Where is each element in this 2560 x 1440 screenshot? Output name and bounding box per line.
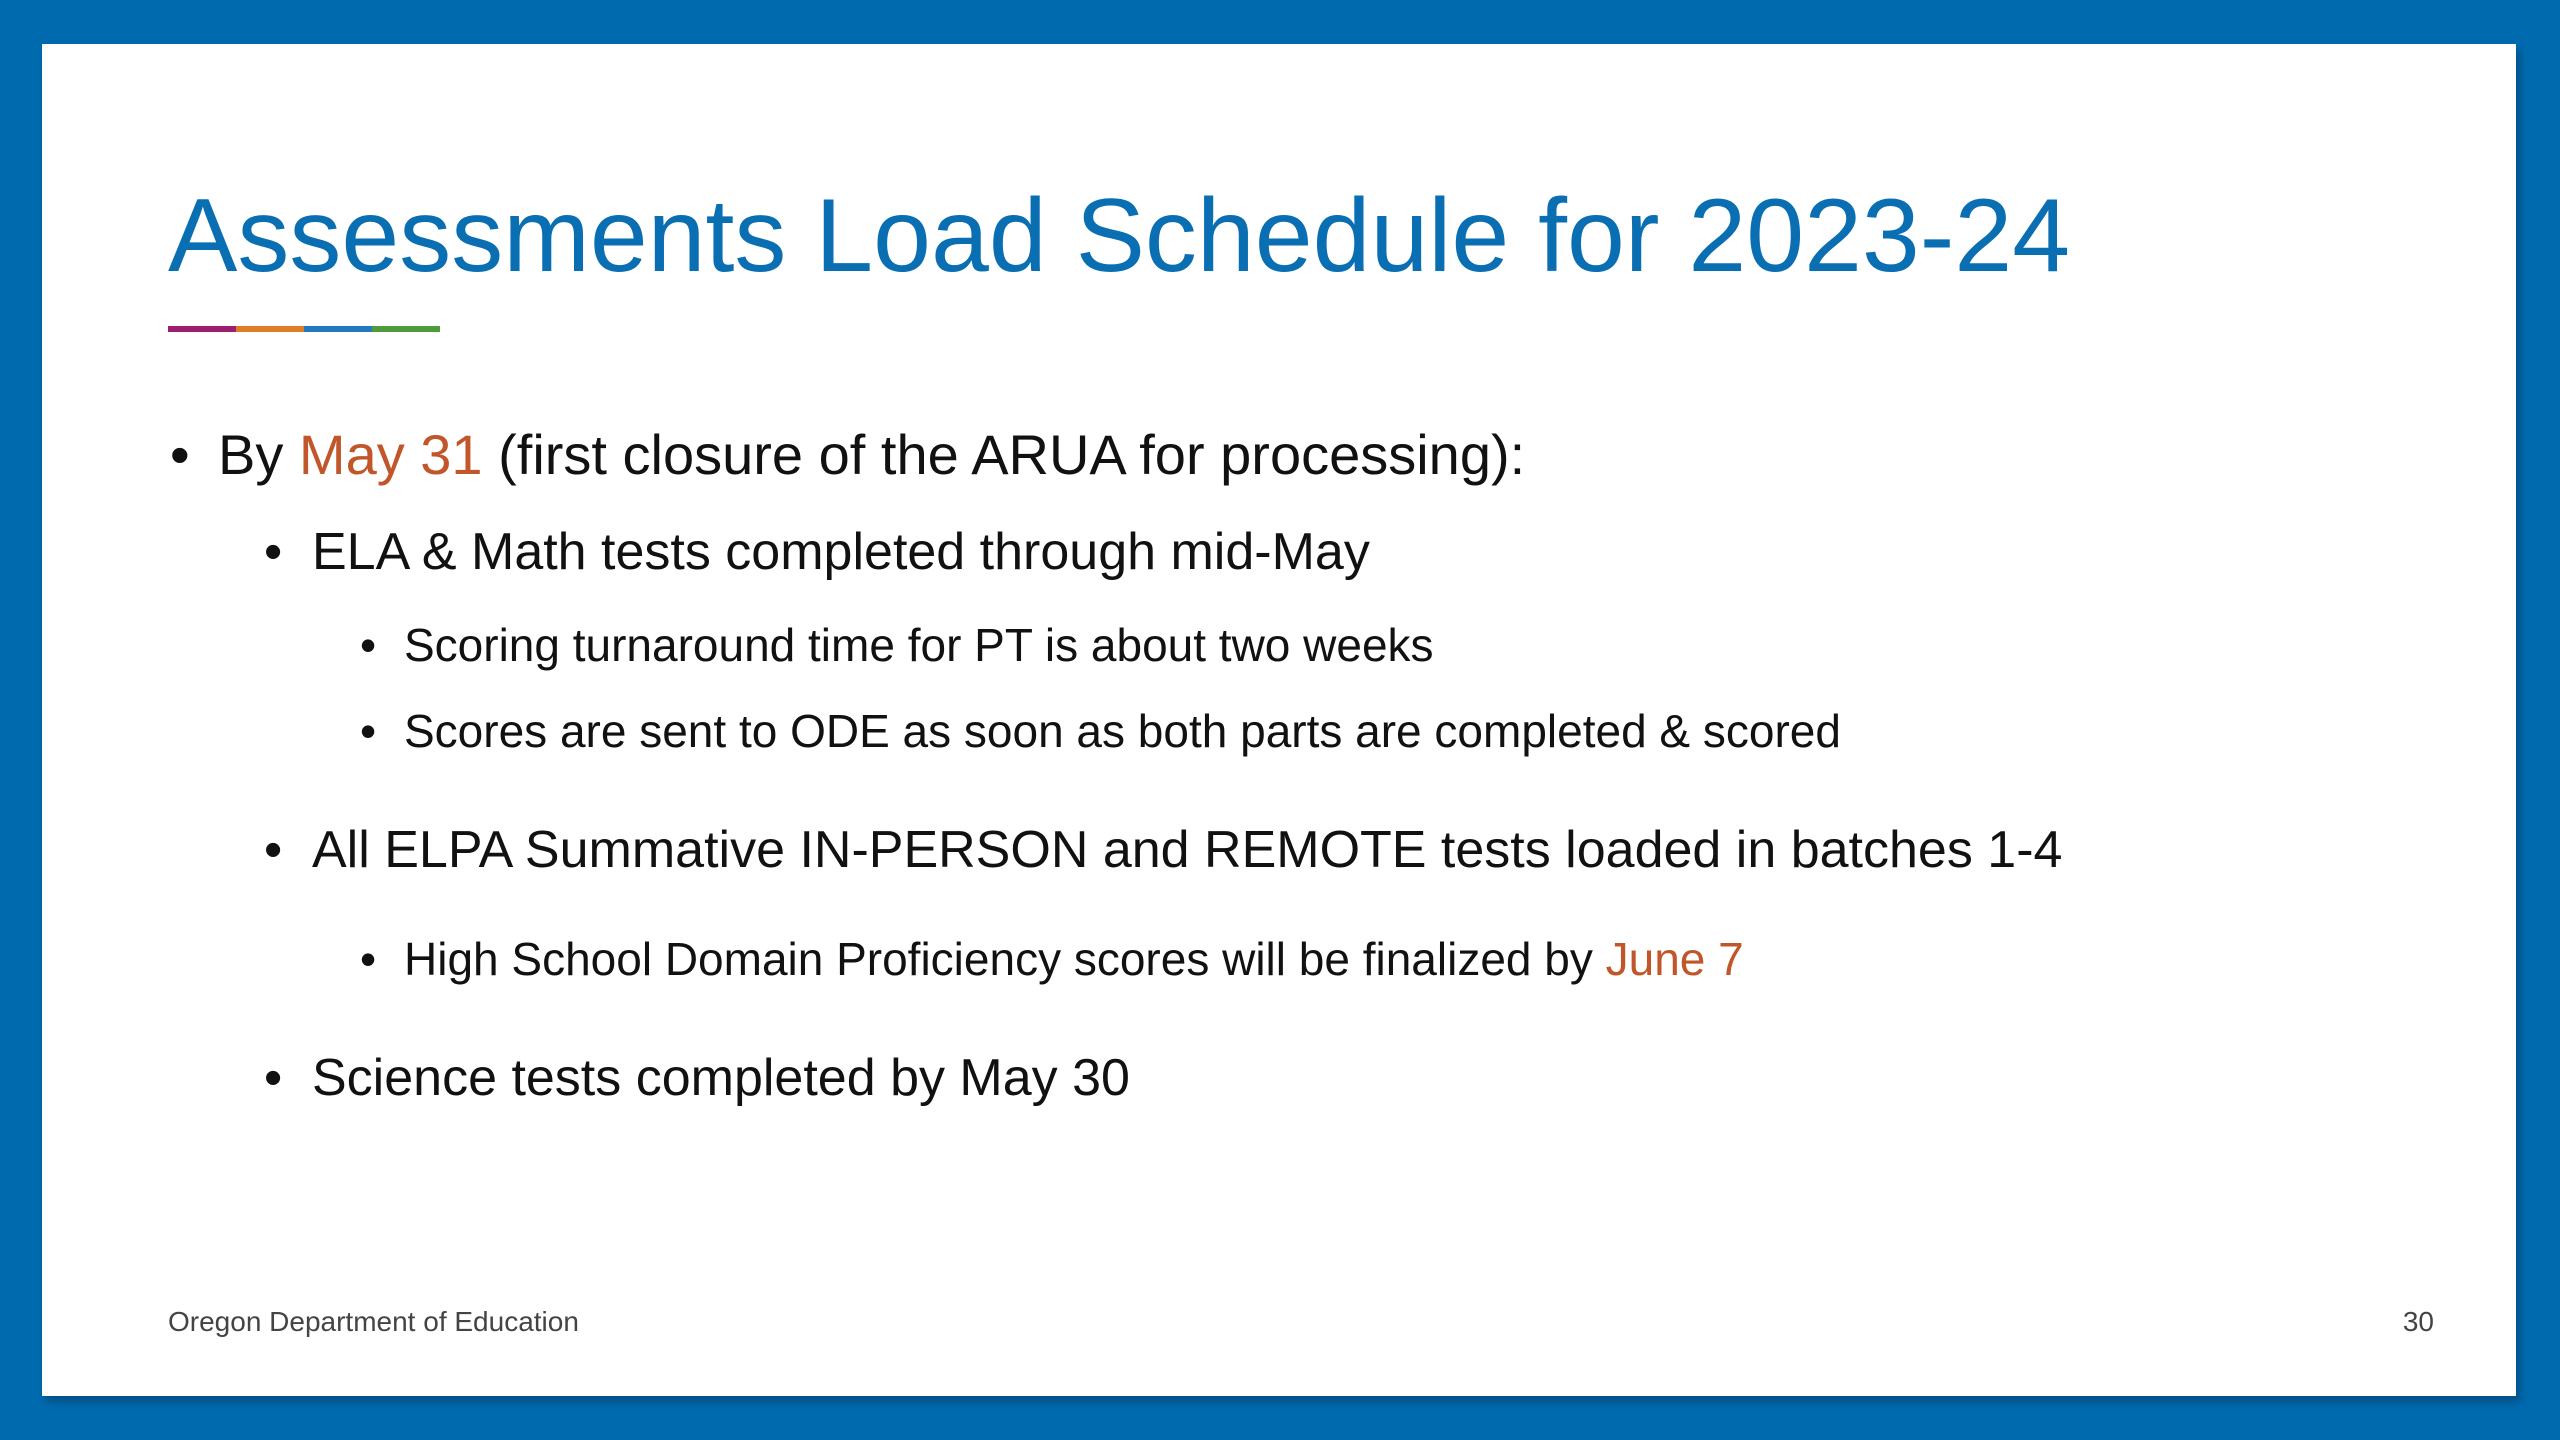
bullet-by-may-31 xyxy=(170,422,1525,487)
footer-page-number: 30 xyxy=(2402,1306,2434,1337)
bullet-list xyxy=(42,44,2516,1396)
bullet-dot-icon: • xyxy=(264,1049,283,1107)
slide-title: Assessments Load Schedule for 2023-24 xyxy=(168,178,2071,294)
bullet-prefix: By xyxy=(218,423,299,486)
bullet-elpa-summative xyxy=(264,820,2062,880)
bullet-text: ELA & Math tests completed through mid-May xyxy=(312,523,1370,581)
bullet-science-tests xyxy=(264,1048,1130,1108)
bullet-prefix: High School Domain Proficiency scores will be finalized by xyxy=(404,933,1606,985)
highlight-date-may-31: May 31 xyxy=(298,423,483,486)
bullet-dot-icon: • xyxy=(360,619,377,671)
bullet-dot-icon: • xyxy=(360,933,377,985)
bullet-dot-icon: • xyxy=(360,705,377,757)
bullet-suffix: (first closure of the ARUA for processing): xyxy=(482,423,1526,486)
bullet-text: All ELPA Summative IN-PERSON and REMOTE tests loaded in batches 1-4 xyxy=(312,821,2063,879)
highlight-date-june-7: June 7 xyxy=(1605,933,1744,985)
bullet-dot-icon: • xyxy=(264,821,283,879)
bullet-dot-icon: • xyxy=(170,423,190,486)
bullet-text: Scoring turnaround time for PT is about two weeks xyxy=(404,619,1434,671)
slide-canvas xyxy=(42,44,2516,1396)
bullet-scoring-turnaround xyxy=(360,618,1434,672)
bullet-ela-math xyxy=(264,522,1370,582)
bullet-dot-icon: • xyxy=(264,523,283,581)
bullet-text: Science tests completed by May 30 xyxy=(312,1049,1130,1107)
bullet-high-school-domain xyxy=(360,932,1744,986)
footer-organization: Oregon Department of Education xyxy=(168,1306,579,1337)
bullet-scores-sent xyxy=(360,704,1841,758)
bullet-text: Scores are sent to ODE as soon as both parts are completed & scored xyxy=(404,705,1841,757)
